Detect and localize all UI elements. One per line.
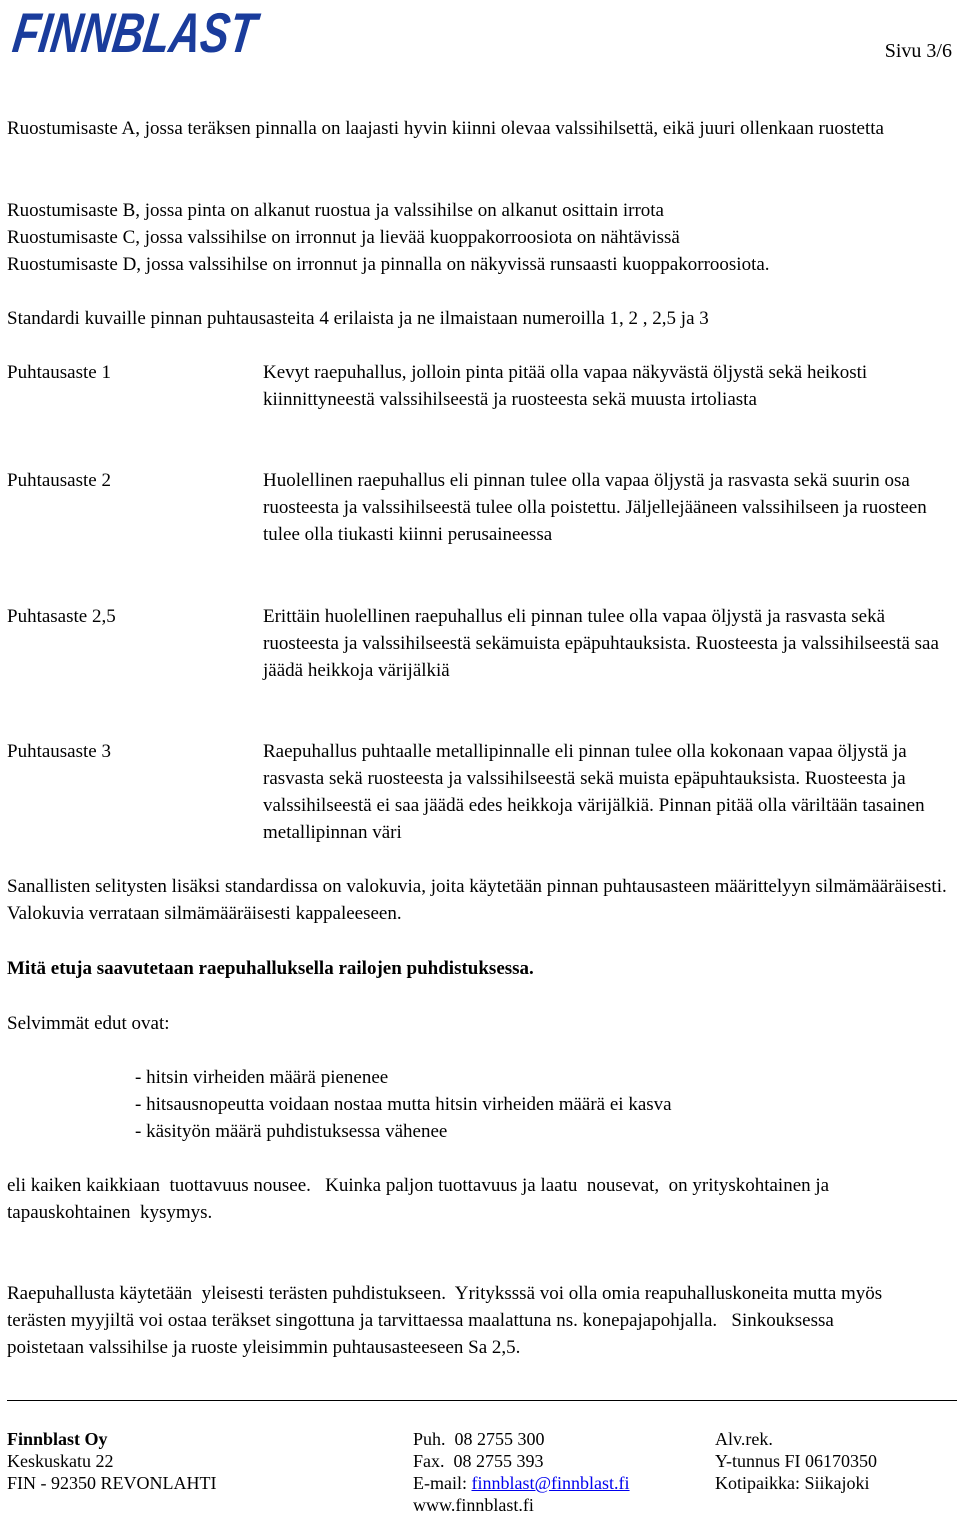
footer-email-label: E-mail: xyxy=(413,1473,472,1493)
footer-company-name: Finnblast Oy xyxy=(7,1429,108,1449)
cleanliness-term-2-5: Puhtasaste 2,5 xyxy=(7,606,116,627)
benefits-list xyxy=(135,1064,672,1145)
footer-contact-block xyxy=(413,1428,630,1516)
cleanliness-term-2: Puhtausaste 2 xyxy=(7,470,111,491)
benefits-heading: Mitä etuja saavutetaan raepuhalluksella railojen puhdistuksessa. xyxy=(7,958,534,979)
cleanliness-desc-1: Kevyt raepuhallus, jolloin pinta pitää olla vapaa näkyvästä öljystä sekä heikosti kiinnittyneestä valssihilseestä ja ruosteesta sekä muusta irtoliasta xyxy=(263,362,868,410)
footer-email-line xyxy=(413,1472,630,1494)
rust-grade-d: Ruostumisaste D, jossa valssihilse on irronnut ja pinnalla on näkyvissä runsaasti kuoppakorroosiota. xyxy=(7,254,770,275)
footer-street: Keskuskatu 22 xyxy=(7,1451,114,1471)
rust-grade-list xyxy=(7,197,953,278)
footer-domicile: Kotipaikka: Siikajoki xyxy=(715,1473,870,1493)
cleanliness-desc-3: Raepuhallus puhtaalle metallipinnalle eli pinnan tulee olla kokonaan vapaa öljystä ja rasvasta sekä ruosteesta ja valssihilseestä sekä muista epäpuhtauksista. Ruosteesta ja valssihilseestä ei saa jäädä edes heikkoja värijälkiä. Pinnan pitää olla väriltään tasainen metallipinnan väri xyxy=(263,741,925,843)
standard-intro: Standardi kuvaille pinnan puhtausasteita 4 erilaista ja ne ilmaistaan numeroilla 1, 2 , 2,5 ja 3 xyxy=(7,308,709,329)
productivity-text: eli kaiken kaikkiaan tuottavuus nousee. Kuinka paljon tuottavuus ja laatu nousevat, on yrityskohtainen ja tapauskohtainen kysymys. xyxy=(7,1175,834,1223)
cleanliness-desc-2-5: Erittäin huolellinen raepuhallus eli pinnan tulee olla vapaa öljystä ja rasvasta sekä ruosteesta ja valssihilseestä sekämuista epäpuhtauksista. Ruosteesta ja valssihilseestä saa jäädä heikkoja värijälkiä xyxy=(263,606,939,681)
list-item: - käsityön määrä puhdistuksessa vähenee xyxy=(135,1121,448,1142)
footer-phone: Puh. 08 2755 300 xyxy=(413,1429,545,1449)
list-item: - hitsausnopeutta voidaan nostaa mutta hitsin virheiden määrä ei kasva xyxy=(135,1094,672,1115)
rust-grade-c: Ruostumisaste C, jossa valssihilse on irronnut ja lievää kuoppakorroosiota on nähtävissä xyxy=(7,227,680,248)
svg-text:FINNBLAST: FINNBLAST xyxy=(9,1,336,64)
usage-text: Raepuhallusta käytetään yleisesti terästen puhdistukseen. Yrityksssä voi olla omia reapuhalluskoneita mutta myös terästen myyjiltä voi ostaa teräkset singottuna ja tarvittaessa maalattuna ns. konepajapohjalla. Sinkouksessa poistetaan valssihilse ja ruoste yleisimmin puhtausasteeseen Sa 2,5. xyxy=(7,1283,887,1358)
finnblast-logo xyxy=(8,1,336,64)
cleanliness-term-3: Puhtausaste 3 xyxy=(7,741,111,762)
cleanliness-desc-2: Huolellinen raepuhallus eli pinnan tulee olla vapaa öljystä ja rasvasta sekä suurin osa ruosteesta ja valssihilseestä tulee olla poistettu. Jäljellejääneen valssihilseen ja ruosteen tulee olla tiukasti kiinni perusaineessa xyxy=(263,470,927,545)
footer-registration-block xyxy=(715,1428,877,1494)
benefits-intro: Selvimmät edut ovat: xyxy=(7,1013,170,1034)
rust-grade-b: Ruostumisaste B, jossa pinta on alkanut ruostua ja valssihilse on alkanut osittain irrota xyxy=(7,200,664,221)
list-item: - hitsin virheiden määrä pienenee xyxy=(135,1067,389,1088)
footer-business-id: Y-tunnus FI 06170350 xyxy=(715,1451,878,1471)
footer-postal: FIN - 92350 REVONLAHTI xyxy=(7,1473,217,1493)
footer-company-block xyxy=(7,1428,216,1494)
footer-email-link[interactable]: finnblast@finnblast.fi xyxy=(471,1473,630,1493)
footer-divider xyxy=(7,1400,957,1401)
footer-fax: Fax. 08 2755 393 xyxy=(413,1451,544,1471)
cleanliness-term-1: Puhtausaste 1 xyxy=(7,362,111,383)
page-number: Sivu 3/6 xyxy=(884,40,952,62)
photo-note: Sanallisten selitysten lisäksi standardissa on valokuvia, joita käytetään pinnan puhtausasteen määrittelyyn silmämääräisesti. Valokuvia verrataan silmämääräisesti kappaleeseen. xyxy=(7,876,947,924)
rust-grade-a: Ruostumisaste A, jossa teräksen pinnalla on laajasti hyvin kiinni olevaa valssihilsettä, eikä juuri ollenkaan ruostetta xyxy=(7,118,884,139)
footer-web[interactable]: www.finnblast.fi xyxy=(413,1495,534,1515)
footer-vat: Alv.rek. xyxy=(715,1429,773,1449)
